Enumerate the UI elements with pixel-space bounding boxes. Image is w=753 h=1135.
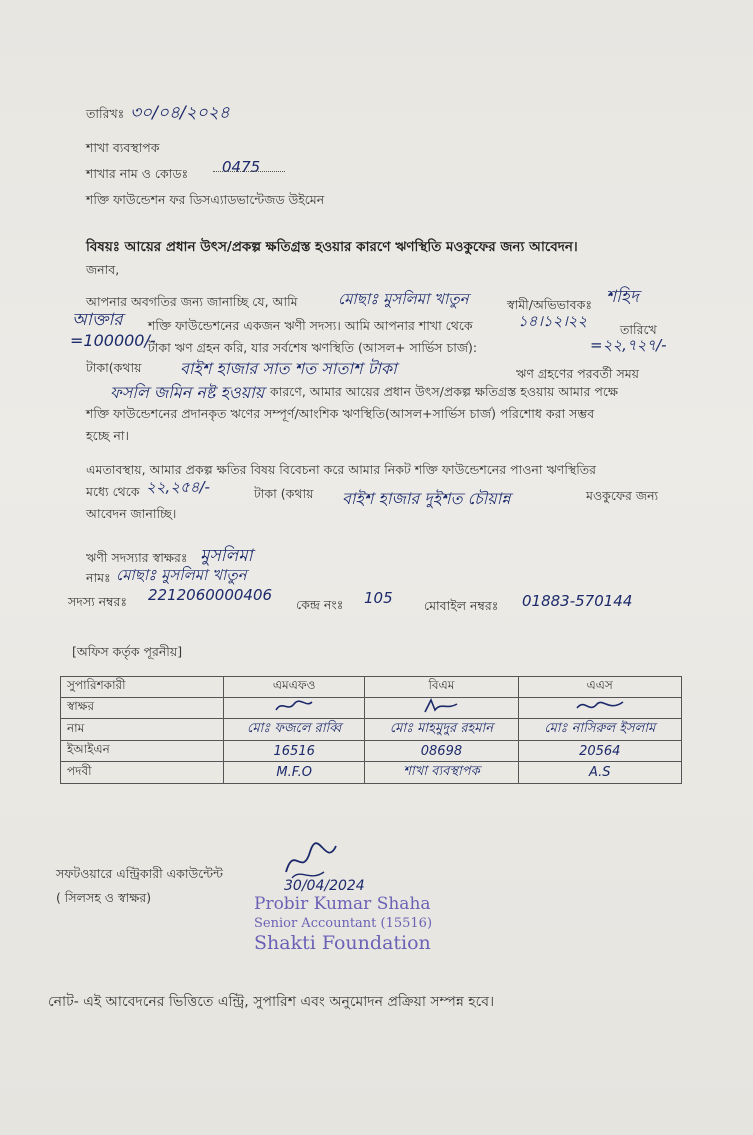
ein-bm: 08698 [365, 741, 518, 762]
branch-label: শাখার নাম ও কোডঃ [86, 166, 189, 181]
header-as: এএস [518, 677, 681, 698]
waive-words-handwritten: বাইশ হাজার দুইশত চৌয়ান্ন [342, 489, 511, 508]
member-signature: মুসলিমা [200, 546, 253, 566]
body-line-6: শক্তি ফাউন্ডেশনের প্রদানকৃত ঋণের সম্পূর্ণ/আংশিক ঋণস্থিতি(আসল+সার্ভিস চার্জ) পরিশোধ করা সম্ভব [86, 406, 595, 421]
row-label: ইআইএন [61, 741, 224, 762]
name-mfo: মোঃ ফজলে রাব্বি [224, 719, 365, 741]
date-value: ৩০/০৪/২০২৪ [130, 103, 230, 123]
center-handwritten: 105 [364, 589, 393, 607]
name-handwritten: মোছাঃ মুসলিমা খাতুন [116, 566, 247, 584]
body-line-1b: স্বামী/অভিভাবকঃ [507, 297, 592, 312]
row-label: পদবী [61, 762, 224, 784]
signature-as [518, 698, 681, 719]
p2-line-1: এমতাবস্থায়, আমার প্রকল্প ক্ষতির বিষয় বিবেচনা করে আমার নিকট শক্তি ফাউন্ডেশনের পাওনা ঋণস্থিতির [86, 462, 597, 477]
name-label: নামঃ [86, 570, 111, 585]
name-bm: মোঃ মাহমুদুর রহমান [365, 719, 518, 741]
mobile-label: মোবাইল নম্বরঃ [424, 598, 499, 613]
stamp-org: Shakti Foundation [254, 932, 431, 954]
p2-line-2c: মওকুফের জন্য [586, 488, 659, 503]
loan-date-handwritten: ১৪।১২।২২ [518, 312, 588, 330]
ein-mfo: 16516 [224, 741, 365, 762]
body-line-2b: তারিখে [620, 322, 657, 337]
branch-code-line [213, 171, 285, 172]
mobile-handwritten: 01883-570144 [522, 592, 633, 610]
header-mfo: এমএফও [224, 677, 365, 698]
signature-scribble-icon [575, 698, 625, 714]
accountant-seal-label: ( সিলসহ ও স্বাক্ষর) [56, 890, 152, 905]
designation-bm: শাখা ব্যবস্থাপক [365, 762, 518, 784]
stamp-name: Probir Kumar Shaha [254, 894, 431, 914]
guardian-handwritten-1: শহিদ [606, 287, 639, 307]
table-row [61, 719, 682, 741]
date-label: তারিখঃ [86, 106, 125, 121]
office-table-header [61, 677, 682, 698]
member-no-label: সদস্য নম্বরঃ [68, 594, 128, 609]
table-row [61, 698, 682, 719]
header-recommender: সুপারিশকারী [61, 677, 224, 698]
p2-line-2a: মধ্যে থেকে [86, 484, 140, 499]
row-label: স্বাক্ষর [61, 698, 224, 719]
body-line-5b: কারণে, আমার আয়ের প্রধান উৎস/প্রকল্প ক্ষতিগ্রস্ত হওয়ায় আমার পক্ষে [270, 384, 618, 399]
reason-handwritten: ফসলি জমিন নষ্ট হওয়ায় [110, 383, 265, 402]
footer-note: নোট- এই আবেদনের ভিত্তিতে এন্ট্রি, সুপারিশ এবং অনুমোদন প্রক্রিয়া সম্পন্ন হবে। [48, 994, 495, 1010]
branch-code: 0475 [222, 158, 261, 176]
member-no-handwritten: 2212060000406 [148, 586, 273, 604]
signature-scribble-icon [274, 698, 314, 714]
subject: বিষয়ঃ আয়ের প্রধান উৎস/প্রকল্প ক্ষতিগ্রস্ত হওয়ার কারণে ঋণস্থিতি মওকুফের জন্য আবেদন। [86, 239, 578, 255]
p2-line-2b: টাকা (কথায় [254, 486, 314, 501]
p2-line-3: আবেদন জানাচ্ছি। [86, 506, 177, 521]
body-line-7: হচ্ছে না। [86, 428, 129, 443]
body-line-1a: আপনার অবগতির জন্য জানাচ্ছি যে, আমি [86, 294, 298, 309]
balance-handwritten: =২২,৭২৭/- [590, 336, 667, 354]
org-line: শক্তি ফাউন্ডেশন ফর ডিসএ্যাডভান্টেজড উইমেন [86, 192, 325, 207]
stamp-title: Senior Accountant (15516) [254, 916, 433, 931]
name-as: মোঃ নাসিরুল ইসলাম [518, 719, 681, 741]
designation-as: A.S [518, 762, 681, 784]
signature-scribble-icon [421, 698, 461, 714]
header-bm: বিএম [365, 677, 518, 698]
accountant-label: সফটওয়ারে এন্ট্রিকারী একাউন্টেন্ট [56, 866, 223, 881]
balance-words-handwritten: বাইশ হাজার সাত শত সাতাশ টাকা [180, 359, 397, 378]
body-line-4a: টাকা(কথায় [86, 360, 142, 375]
guardian-handwritten-2: আক্তার [72, 310, 123, 330]
salutation: জনাব, [86, 262, 120, 277]
accountant-date: 30/04/2024 [284, 878, 365, 894]
table-row [61, 741, 682, 762]
body-line-4b: ঋণ গ্রহণের পরবর্তী সময় [516, 366, 640, 381]
member-signature-label: ঋণী সদস্যার স্বাক্ষরঃ [86, 550, 188, 565]
office-table [60, 676, 682, 784]
accountant-signature-icon [280, 838, 340, 882]
row-label: নাম [61, 719, 224, 741]
office-label: [অফিস কর্তৃক পূরনীয়] [72, 644, 183, 659]
signature-mfo [224, 698, 365, 719]
designation-mfo: M.F.O [224, 762, 365, 784]
signature-bm [365, 698, 518, 719]
body-line-3a: টাকা ঋণ গ্রহন করি, যার সর্বশেষ ঋণস্থিতি (আসল+ সার্ভিস চার্জ): [148, 340, 478, 355]
waive-amount-handwritten: ২২,২৫৪/- [146, 478, 210, 496]
body-line-2a: শক্তি ফাউন্ডেশনের একজন ঋণী সদস্য। আমি আপনার শাখা থেকে [148, 318, 473, 333]
member-name-handwritten: মোছাঃ মুসলিমা খাতুন [338, 290, 469, 308]
center-label: কেন্দ্র নংঃ [296, 597, 344, 612]
ein-as: 20564 [518, 741, 681, 762]
table-row [61, 762, 682, 784]
to-line: শাখা ব্যবস্থাপক [86, 140, 160, 155]
loan-amount-handwritten: =100000/- [70, 331, 156, 350]
